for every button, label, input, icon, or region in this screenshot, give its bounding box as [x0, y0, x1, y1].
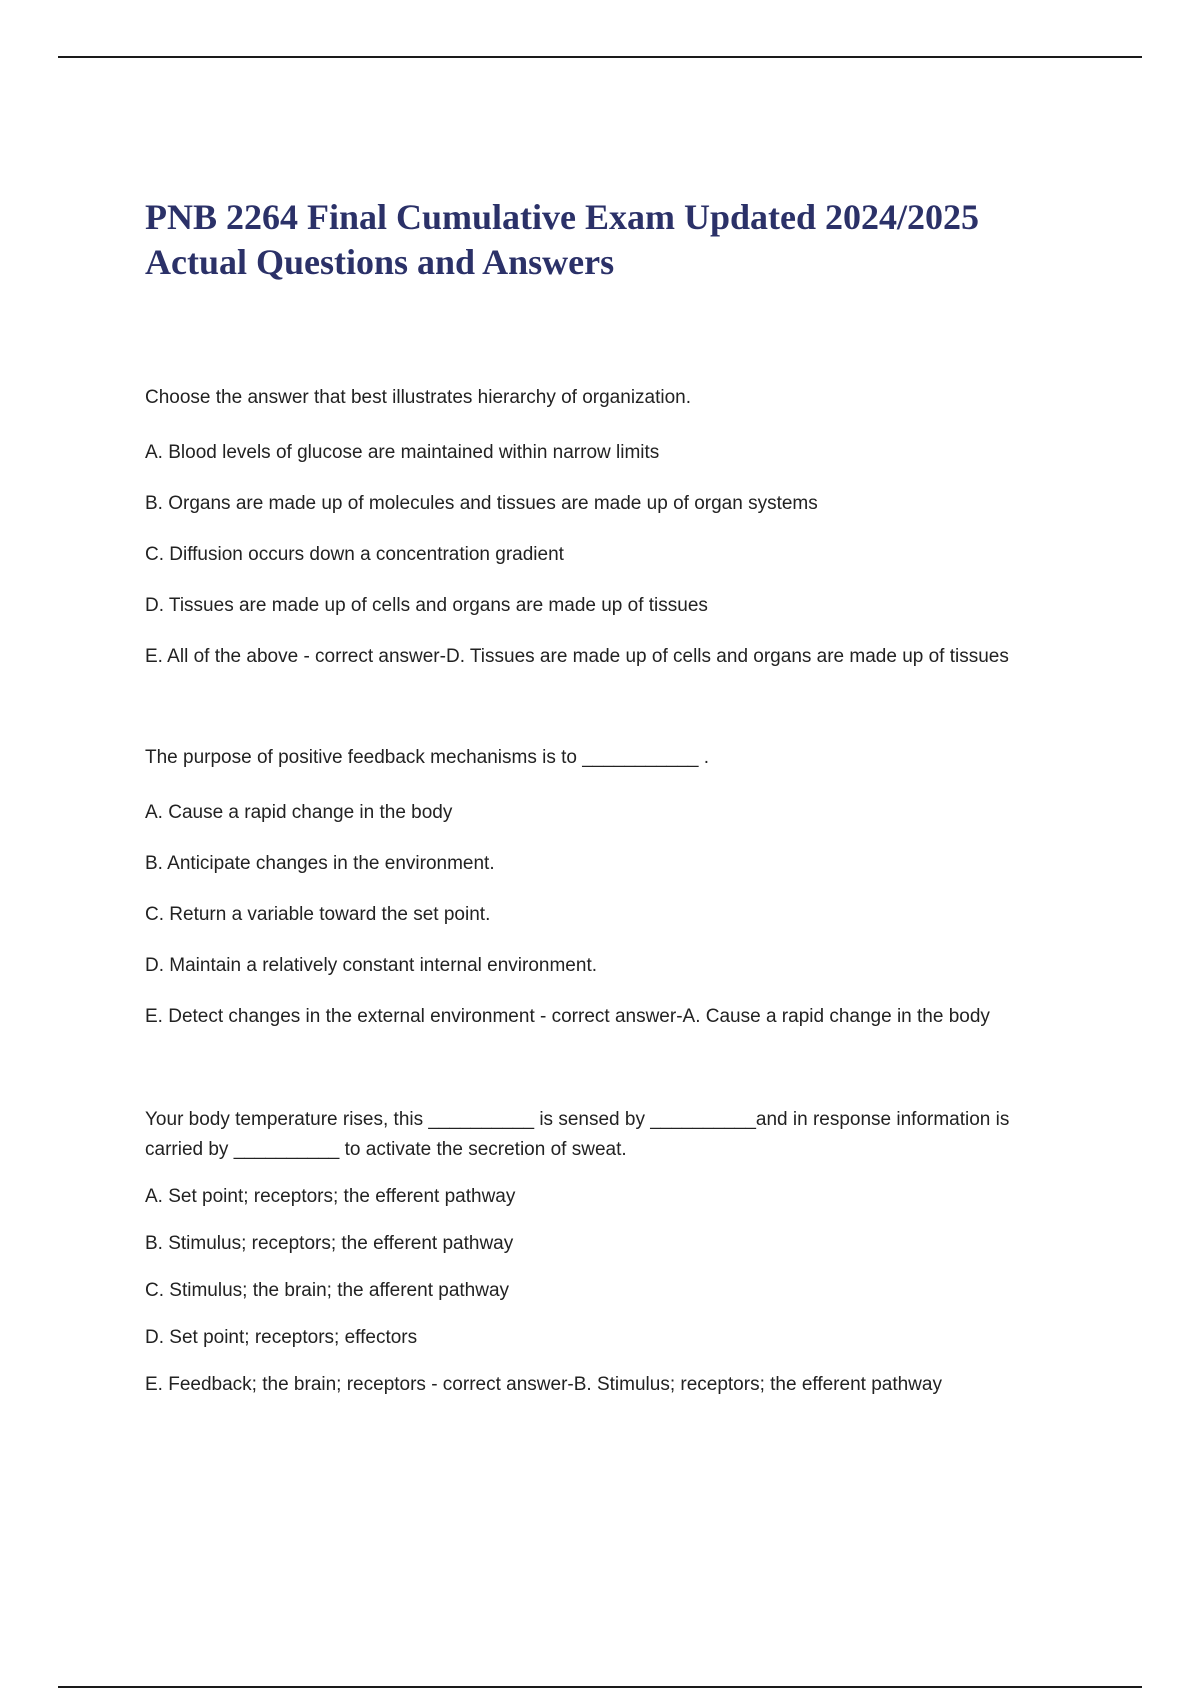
- page-title-line-1: PNB 2264 Final Cumulative Exam Updated 2024/2025: [145, 197, 980, 237]
- page-title-line-2: Actual Questions and Answers: [145, 242, 615, 282]
- question-stem: Choose the answer that best illustrates hierarchy of organization.: [145, 387, 692, 408]
- answer-option-b: B. Organs are made up of molecules and tissues are made up of organ systems: [145, 493, 818, 514]
- question-stem: Your body temperature rises, this __________ is sensed by __________and in response information is carried by __________ to activate the secretion of sweat.: [145, 1109, 1010, 1160]
- bottom-rule: [58, 1686, 1142, 1688]
- answer-option-d: D. Maintain a relatively constant internal environment.: [145, 955, 598, 976]
- top-rule: [58, 56, 1142, 58]
- answer-option-a: A. Set point; receptors; the efferent pathway: [145, 1186, 516, 1207]
- answer-option-a: A. Blood levels of glucose are maintained within narrow limits: [145, 442, 660, 463]
- question-2: [145, 743, 1065, 1028]
- answer-option-a: A. Cause a rapid change in the body: [145, 802, 453, 823]
- answer-option-d: D. Set point; receptors; effectors: [145, 1327, 418, 1348]
- answer-option-b: B. Anticipate changes in the environment.: [145, 853, 495, 874]
- answer-option-d: D. Tissues are made up of cells and organs are made up of tissues: [145, 595, 708, 616]
- answer-option-c: C. Diffusion occurs down a concentration gradient: [145, 544, 564, 565]
- answer-option-e: E. Feedback; the brain; receptors - correct answer-B. Stimulus; receptors; the efferent pathway: [145, 1374, 942, 1395]
- answer-option-e: E. Detect changes in the external environment - correct answer-A. Cause a rapid change in the body: [145, 1006, 990, 1027]
- question-stem: The purpose of positive feedback mechanisms is to ___________ .: [145, 747, 710, 768]
- page-title: [145, 195, 1105, 285]
- question-1: [145, 383, 1065, 668]
- answer-option-e: E. All of the above - correct answer-D. Tissues are made up of cells and organs are made up of tissues: [145, 646, 1009, 667]
- answer-option-c: C. Stimulus; the brain; the afferent pathway: [145, 1280, 510, 1301]
- answer-option-c: C. Return a variable toward the set point.: [145, 904, 491, 925]
- question-3: [145, 1105, 1065, 1396]
- answer-option-b: B. Stimulus; receptors; the efferent pathway: [145, 1233, 514, 1254]
